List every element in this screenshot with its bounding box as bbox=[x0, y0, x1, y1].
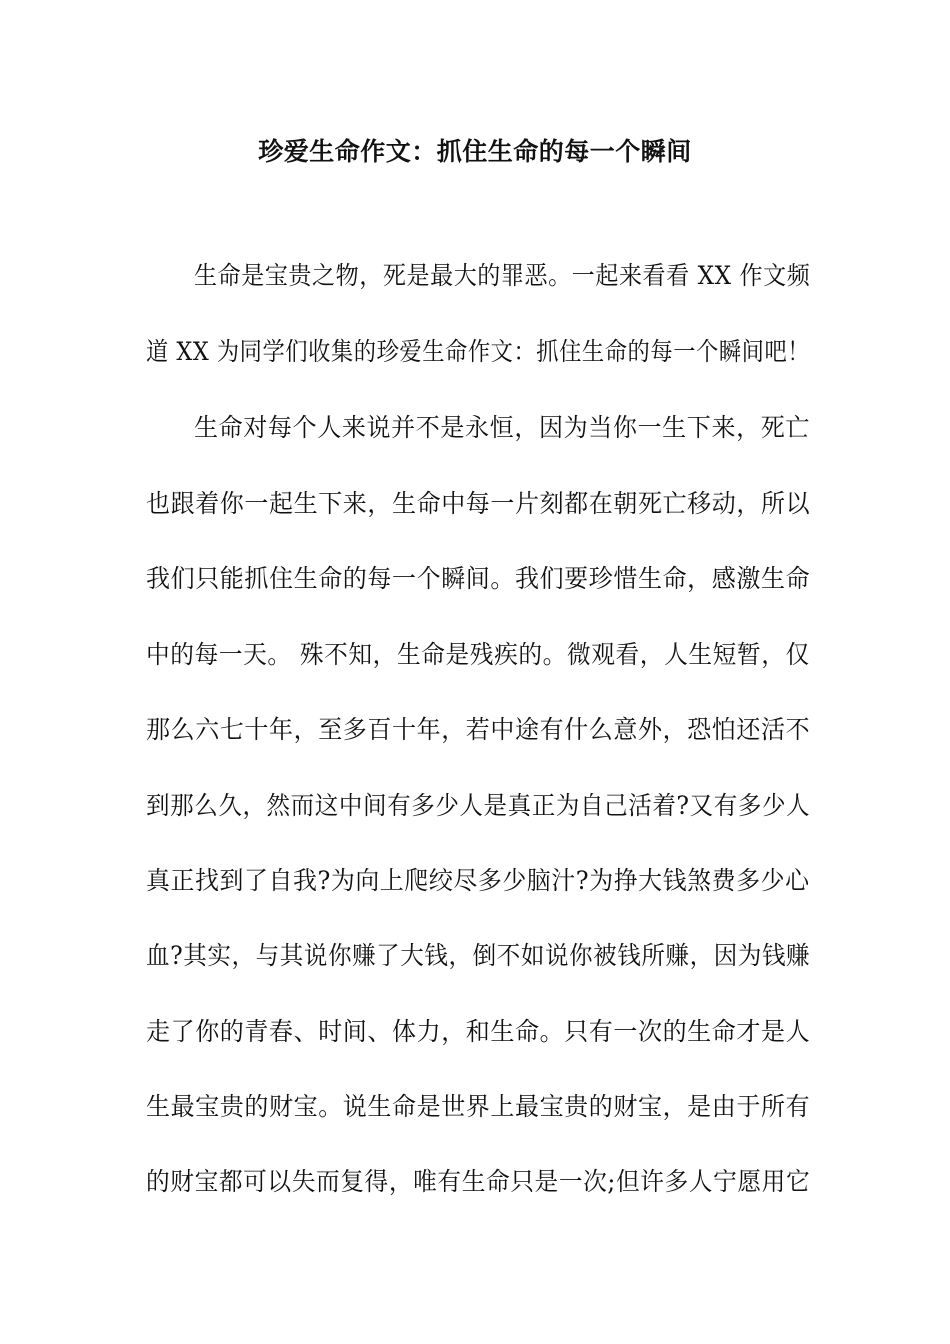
paragraph-line: 生命是宝贵之物，死是最大的罪恶。一起来看看 XX 作文频 bbox=[194, 261, 811, 290]
paragraph-line: 血?其实，与其说你赚了大钱，倒不如说你被钱所赚，因为钱赚 bbox=[146, 941, 811, 970]
paragraph-line: 我们只能抓住生命的每一个瞬间。我们要珍惜生命，感激生命 bbox=[146, 564, 811, 593]
paragraph-line: 生命对每个人来说并不是永恒，因为当你一生下来，死亡 bbox=[194, 413, 811, 442]
paragraph-line: 中的每一天。 殊不知，生命是残疾的。微观看，人生短暂，仅 bbox=[146, 640, 810, 669]
paragraph-line: 到那么久，然而这中间有多少人是真正为自己活着?又有多少人 bbox=[146, 791, 811, 820]
document-title: 珍爱生命作文：抓住生命的每一个瞬间 bbox=[258, 137, 692, 166]
paragraph-line: 走了你的青春、时间、体力，和生命。只有一次的生命才是人 bbox=[146, 1017, 811, 1046]
paragraph-line: 真正找到了自我?为向上爬绞尽多少脑汁?为挣大钱煞费多少心 bbox=[146, 866, 810, 895]
paragraph-line: 也跟着你一起生下来，生命中每一片刻都在朝死亡移动，所以 bbox=[146, 489, 811, 518]
paragraph-line: 道 XX 为同学们收集的珍爱生命作文：抓住生命的每一个瞬间吧！ bbox=[146, 337, 811, 366]
paragraph-line: 生最宝贵的财宝。说生命是世界上最宝贵的财宝，是由于所有 bbox=[146, 1092, 811, 1121]
paragraph-line: 那么六七十年，至多百十年，若中途有什么意外，恐怕还活不 bbox=[146, 715, 811, 744]
paragraph-line: 的财宝都可以失而复得，唯有生命只是一次;但许多人宁愿用它 bbox=[146, 1167, 811, 1196]
